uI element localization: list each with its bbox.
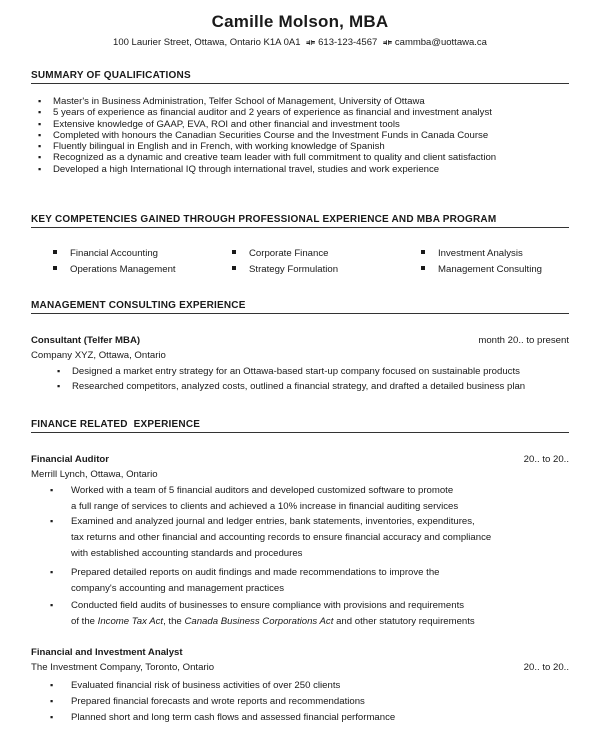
bullet-icon: ▪ [38, 118, 42, 129]
competency-item: Operations Management [53, 264, 176, 275]
job-company: Company XYZ, Ottawa, Ontario [31, 350, 166, 361]
bullet-icon: ▪ [57, 366, 61, 376]
competency-item: Strategy Formulation [232, 264, 338, 275]
separator-icon: ⟚ [306, 37, 316, 48]
finance-heading: FINANCE RELATED EXPERIENCE [31, 419, 201, 430]
address: 100 Laurier Street, Ottawa, Ontario K1A 0A1 [113, 37, 301, 48]
bullet-icon: ▪ [50, 600, 54, 610]
candidate-name: Camille Molson, MBA [211, 12, 389, 31]
bullet-icon: ▪ [57, 381, 61, 391]
consulting-list [50, 364, 525, 394]
summary-list [31, 96, 496, 175]
bullet-icon: ▪ [50, 567, 54, 577]
bullet-icon: ▪ [38, 96, 42, 106]
competency-item: Investment Analysis [421, 248, 523, 259]
divider [31, 313, 569, 314]
job-title: Financial Auditor [31, 454, 109, 465]
competency-item: Financial Accounting [53, 248, 158, 259]
bullet-icon: ▪ [50, 680, 54, 690]
bullet-icon: ▪ [50, 712, 54, 722]
job-title: Consultant (Telfer MBA) [31, 335, 141, 346]
square-bullet-icon [232, 250, 236, 254]
list-item-continuation: of the Income Tax Act, the Canada Business Corporations Act and other statutory requirements [71, 616, 475, 627]
bullet-icon: ▪ [38, 107, 42, 118]
bullet-icon: ▪ [50, 485, 54, 495]
list-item: ▪ Fluently bilingual in English and in French, with working knowledge of Spanish [38, 141, 385, 153]
list-item: ▪ Developed a high International IQ through international travel, studies and work experience [38, 163, 440, 175]
competency-item: Corporate Finance [232, 248, 328, 259]
competencies-heading: KEY COMPETENCIES GAINED THROUGH PROFESSIONAL EXPERIENCE AND MBA PROGRAM [31, 214, 497, 225]
square-bullet-icon [53, 266, 57, 270]
list-item: ▪ Recognized as a dynamic and creative team leader with full commitment to quality and client satisfaction [38, 152, 497, 164]
summary-heading: SUMMARY OF QUALIFICATIONS [31, 70, 191, 81]
email: cammba@uottawa.ca [394, 37, 487, 48]
job-date: month 20.. to present [478, 335, 569, 346]
list-item: ▪ Completed with honours the Canadian Securities Course and the Investment Funds in Canada Course [38, 129, 489, 141]
list-item-continuation: tax returns and other financial and accounting records to ensure financial accuracy and compliance [71, 532, 492, 543]
job-date: 20.. to 20.. [523, 662, 569, 673]
square-bullet-icon [421, 250, 425, 254]
consulting-heading: MANAGEMENT CONSULTING EXPERIENCE [31, 300, 246, 311]
list-item-continuation: company's accounting and management practices [71, 583, 285, 594]
list-item: ▪ Master's in Business Administration, Telfer School of Management, University of Ottawa [38, 96, 425, 107]
list-item: ▪ 5 years of experience as financial auditor and 2 years of experience as financial and investment analyst [38, 107, 492, 119]
job-company: The Investment Company, Toronto, Ontario [31, 662, 215, 673]
divider [31, 227, 569, 228]
phone: 613-123-4567 [318, 37, 378, 48]
job-date: 20.. to 20.. [523, 454, 569, 465]
bullet-icon: ▪ [50, 516, 54, 526]
bullet-icon: ▪ [38, 141, 42, 152]
competency-item: Management Consulting [421, 264, 542, 275]
list-item: ▪ Extensive knowledge of GAAP, EVA, ROI and other financial and investment tools [38, 118, 400, 130]
resume-page: Camille Molson, MBA 100 Laurier Street, Ottawa, Ontario K1A 0A1 ⟚ 613-123-4567 ⟚ cammba@uottawa.ca SUMMARY OF QUALIFICATIONS ▪ Master's in Business Administration, Telfer School of Management, University of Ottawa ▪ 5 years of experience as financial auditor and 2 years of experience as financial and investment analyst ▪ Extensive knowledge of GAAP, EVA, ROI and other financial and investment tools ▪ Completed with honours the Canadian Securities Course and the Investment Funds in Canada Course ▪ Fluently bilingual in English and in French, with working knowledge of Spanish ▪ Recognized as a dynamic and creative team leader with full commitment to quality and client satisfaction ▪ Developed a high International IQ through international travel, studies and work experience KEY COMPETENCIES GAINED THROUGH PROFESSIONAL EXPERIENCE AND MBA PROGRAM Financial Accounting Operations Management Corporate Finance Strategy Formulation Investment Analysis Management Consulting MANAGEMENT CONSULTING EXPERIENCE Consultant (Telfer MBA) month 20.. to present Company XYZ, Ottawa, Ontario ▪ Designed a market entry strategy for an Ottawa-based start-up company focused on sustainable products ▪ Researched competitors, analyzed costs, outlined a financial strategy, and drafted a detailed business plan FINANCE RELATED EXPERIENCE Financial Auditor 20.. to 20.. Merrill Lynch, Ottawa, Ontario ▪ Worked with a team of 5 financial auditors and developed customized software to promote a full range of services to clients and achieved a 10% increase in financial auditing services ▪ Examined and analyzed journal and ledger entries, bank statements, inventories, expenditures, tax returns and other financial and accounting records to ensure financial accuracy and compliance with established accounting standards and procedures ▪ Prepared detailed reports on audit findings and made recommendations to improve the company's accounting and management practices ▪ Conducted field audits of businesses to ensure compliance with provisions and requirements of the Income Tax Act, the Canada Business Corporations Act and other statutory requirements Financial and Investment Analyst 20.. to 20.. The Investment Company, Toronto, Ontario ▪ Evaluated financial risk of business activities of over 250 clients ▪ Prepared financial forecasts and wrote reports and recommendations ▪ Planned short and long term cash flows and assessed financial performance [0, 0, 600, 730]
job-title: Financial and Investment Analyst [31, 647, 183, 658]
job-company: Merrill Lynch, Ottawa, Ontario [31, 469, 158, 480]
separator-icon: ⟚ [382, 37, 392, 48]
divider [31, 83, 569, 84]
bullet-icon: ▪ [38, 152, 42, 163]
bullet-icon: ▪ [50, 696, 54, 706]
bullet-icon: ▪ [38, 129, 42, 140]
list-item-continuation: a full range of services to clients and achieved a 10% increase in financial auditing services [71, 501, 459, 512]
list-item-continuation: with established accounting standards and procedures [71, 548, 303, 559]
square-bullet-icon [421, 266, 425, 270]
contact-line [0, 37, 600, 48]
list-item: ▪ Researched competitors, analyzed costs, outlined a financial strategy, and drafted a detailed business plan [57, 381, 526, 392]
square-bullet-icon [232, 266, 236, 270]
square-bullet-icon [53, 250, 57, 254]
bullet-icon: ▪ [38, 163, 42, 174]
list-item: ▪ Designed a market entry strategy for an Ottawa-based start-up company focused on sustainable products [57, 366, 520, 377]
divider [31, 432, 569, 433]
